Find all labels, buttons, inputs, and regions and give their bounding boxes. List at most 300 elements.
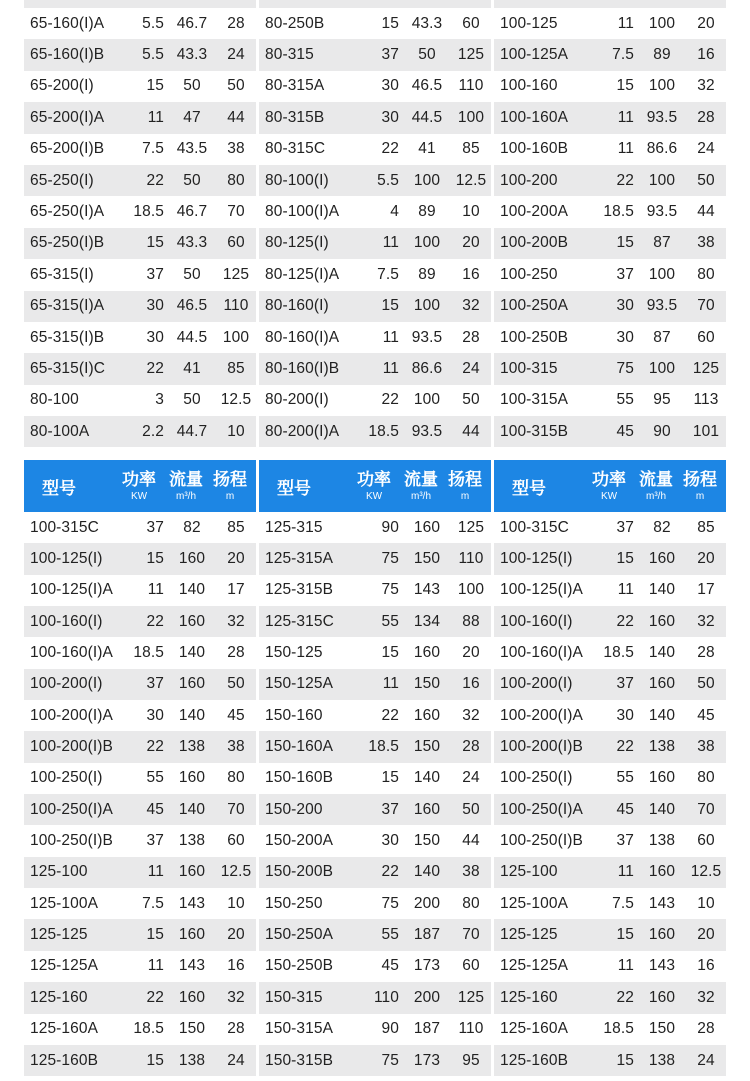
head-cell: 60 — [462, 14, 480, 32]
table-row — [494, 353, 726, 384]
table-row — [24, 102, 256, 133]
table-header — [24, 460, 256, 512]
model-cell: 125-100A — [500, 894, 569, 912]
table-row — [24, 291, 256, 322]
table-row — [259, 71, 491, 102]
power-cell: 30 — [146, 297, 164, 315]
flow-cell: 160 — [648, 863, 676, 881]
power-cell: 15 — [616, 550, 634, 568]
table-row — [259, 731, 491, 762]
table-row — [24, 731, 256, 762]
head-cell: 101 — [692, 422, 720, 440]
flow-cell: 160 — [648, 675, 676, 693]
head-cell: 70 — [227, 203, 245, 221]
power-cell: 3 — [155, 391, 164, 409]
table-row — [259, 39, 491, 70]
table-row — [24, 196, 256, 227]
model-cell: 125-125A — [30, 957, 99, 975]
table-row — [259, 1014, 491, 1045]
head-header — [445, 471, 485, 502]
table-row — [24, 512, 256, 543]
head-cell: 125 — [457, 518, 485, 536]
head-cell: 45 — [227, 706, 245, 724]
head-cell: 20 — [697, 550, 715, 568]
flow-cell: 138 — [648, 832, 676, 850]
table-row — [24, 134, 256, 165]
head-cell: 38 — [697, 234, 715, 252]
model-cell: 80-315B — [265, 108, 325, 126]
flow-cell: 50 — [183, 77, 201, 95]
model-cell: 150-315A — [265, 1020, 334, 1038]
power-cell: 15 — [146, 550, 164, 568]
head-cell: 20 — [697, 926, 715, 944]
flow-cell: 82 — [183, 518, 201, 536]
head-cell: 110 — [458, 550, 484, 568]
head-unit-label: m — [460, 490, 470, 502]
power-cell: 30 — [616, 297, 634, 315]
model-cell: 100-315B — [500, 422, 569, 440]
table-row — [259, 1045, 491, 1076]
model-cell: 100-250(I)A — [500, 800, 583, 818]
model-cell: 125-100 — [500, 863, 558, 881]
table-row — [259, 700, 491, 731]
model-cell: 100-315 — [500, 359, 558, 377]
head-cell: 28 — [462, 328, 480, 346]
model-header: 型号 — [277, 478, 311, 498]
head-header-label: 扬程 — [213, 469, 247, 489]
head-cell: 44 — [462, 832, 480, 850]
power-cell: 15 — [616, 926, 634, 944]
table-row — [494, 919, 726, 950]
model-cell: 125-160 — [500, 988, 558, 1006]
head-cell: 80 — [227, 769, 245, 787]
table-row — [259, 102, 491, 133]
flow-cell: 140 — [413, 769, 441, 787]
flow-cell: 160 — [178, 988, 206, 1006]
head-cell: 50 — [462, 391, 480, 409]
head-cell: 110 — [223, 297, 249, 315]
flow-cell: 140 — [648, 644, 676, 662]
model-cell: 125-125A — [500, 957, 569, 975]
table-row — [24, 353, 256, 384]
table-row — [494, 669, 726, 700]
table-row — [494, 385, 726, 416]
table-row — [494, 606, 726, 637]
power-cell: 55 — [381, 926, 399, 944]
table-row — [494, 8, 726, 39]
head-cell: 60 — [697, 832, 715, 850]
head-cell: 32 — [227, 612, 245, 630]
head-cell: 28 — [227, 14, 245, 32]
model-cell: 100-200B — [500, 234, 569, 252]
table-row — [259, 165, 491, 196]
head-cell: 16 — [697, 46, 715, 64]
power-cell: 37 — [616, 675, 634, 693]
flow-cell: 87 — [653, 234, 671, 252]
flow-header-label: 流量 — [169, 469, 203, 489]
table-row — [494, 291, 726, 322]
power-cell: 37 — [381, 46, 399, 64]
flow-cell: 100 — [413, 234, 441, 252]
flow-header-label: 流量 — [639, 469, 673, 489]
model-cell: 100-250A — [500, 297, 569, 315]
flow-cell: 50 — [183, 265, 201, 283]
bottom-table-2 — [259, 460, 491, 1076]
flow-cell: 86.6 — [411, 359, 443, 377]
flow-cell: 43.3 — [176, 234, 208, 252]
power-cell: 37 — [616, 265, 634, 283]
flow-cell: 150 — [413, 738, 441, 756]
head-cell: 85 — [697, 518, 715, 536]
table-row — [24, 416, 256, 447]
table-row — [494, 1045, 726, 1076]
head-cell: 10 — [227, 422, 245, 440]
model-cell: 80-100 — [30, 391, 79, 409]
power-cell: 30 — [616, 706, 634, 724]
power-cell: 18.5 — [603, 203, 634, 221]
power-cell: 11 — [382, 234, 399, 252]
model-cell: 150-160 — [265, 706, 323, 724]
top-table-2 — [259, 0, 491, 447]
table-row — [24, 919, 256, 950]
top-table-1 — [24, 0, 256, 447]
model-cell: 80-160(I)A — [265, 328, 340, 346]
head-header-label: 扬程 — [683, 469, 717, 489]
head-cell: 110 — [458, 77, 484, 95]
flow-header-label: 流量 — [404, 469, 438, 489]
head-cell: 20 — [462, 644, 480, 662]
model-cell: 125-160B — [30, 1051, 99, 1069]
power-cell: 11 — [382, 328, 399, 346]
table-row — [259, 134, 491, 165]
power-cell: 75 — [616, 359, 634, 377]
model-cell: 100-200(I)A — [30, 706, 113, 724]
head-cell: 38 — [227, 140, 245, 158]
flow-cell: 95 — [653, 391, 671, 409]
model-cell: 100-200(I) — [30, 675, 103, 693]
flow-cell: 160 — [648, 769, 676, 787]
flow-header — [397, 471, 445, 502]
table-row — [259, 857, 491, 888]
model-cell: 80-200(I)A — [265, 422, 340, 440]
model-cell: 100-250 — [500, 265, 558, 283]
model-cell: 100-160(I)A — [30, 644, 113, 662]
power-cell: 22 — [381, 140, 399, 158]
head-cell: 70 — [697, 297, 715, 315]
model-cell: 100-160B — [500, 140, 569, 158]
power-cell: 11 — [147, 581, 164, 599]
table-row — [259, 228, 491, 259]
model-cell: 80-160(I)B — [265, 359, 340, 377]
model-cell: 150-250A — [265, 926, 334, 944]
flow-cell: 138 — [178, 1051, 206, 1069]
flow-cell: 160 — [648, 988, 676, 1006]
model-cell: 100-160(I) — [30, 612, 103, 630]
power-cell: 15 — [146, 926, 164, 944]
power-cell: 22 — [616, 738, 634, 756]
top-spec-block — [24, 0, 726, 447]
bottom-spec-block — [24, 460, 726, 1076]
head-cell: 16 — [462, 675, 480, 693]
flow-cell: 160 — [178, 769, 206, 787]
model-cell: 100-160A — [500, 108, 569, 126]
bottom-table-3 — [494, 460, 726, 1076]
power-cell: 15 — [146, 1051, 164, 1069]
flow-cell: 140 — [648, 581, 676, 599]
power-cell: 55 — [616, 769, 634, 787]
flow-cell: 160 — [413, 518, 441, 536]
power-cell: 75 — [381, 1051, 399, 1069]
model-cell: 100-315A — [500, 391, 569, 409]
flow-cell: 100 — [413, 297, 441, 315]
power-cell: 22 — [146, 359, 164, 377]
head-cell: 20 — [462, 234, 480, 252]
power-cell: 30 — [146, 328, 164, 346]
power-header — [116, 471, 162, 502]
power-cell: 15 — [381, 769, 399, 787]
model-cell: 80-125(I) — [265, 234, 329, 252]
flow-cell: 150 — [413, 832, 441, 850]
power-cell: 90 — [381, 518, 399, 536]
head-cell: 10 — [227, 894, 245, 912]
flow-cell: 187 — [413, 1020, 441, 1038]
table-row — [494, 982, 726, 1013]
power-cell: 7.5 — [142, 894, 164, 912]
power-header — [351, 471, 397, 502]
table-row — [259, 669, 491, 700]
flow-cell: 160 — [178, 926, 206, 944]
head-cell: 100 — [457, 581, 485, 599]
head-cell: 28 — [227, 644, 245, 662]
model-cell: 150-160B — [265, 769, 334, 787]
head-cell: 32 — [227, 988, 245, 1006]
power-cell: 11 — [147, 863, 164, 881]
model-cell: 100-125A — [500, 46, 569, 64]
head-cell: 12.5 — [220, 863, 252, 881]
power-cell: 15 — [381, 14, 399, 32]
model-cell: 100-250B — [500, 328, 569, 346]
power-cell: 7.5 — [612, 894, 634, 912]
head-cell: 80 — [462, 894, 480, 912]
table-row — [24, 71, 256, 102]
model-cell: 125-315C — [265, 612, 334, 630]
power-cell: 11 — [617, 957, 634, 975]
head-unit-label: m — [225, 490, 235, 502]
power-cell: 37 — [146, 832, 164, 850]
table-row — [24, 825, 256, 856]
flow-cell: 90 — [653, 422, 671, 440]
table-row — [24, 951, 256, 982]
flow-unit-label: m³/h — [176, 490, 196, 502]
flow-cell: 140 — [178, 800, 206, 818]
flow-cell: 160 — [178, 550, 206, 568]
flow-cell: 82 — [653, 518, 671, 536]
table-row — [494, 416, 726, 447]
head-cell: 70 — [462, 926, 480, 944]
head-cell: 32 — [462, 706, 480, 724]
head-cell: 125 — [222, 265, 250, 283]
flow-cell: 140 — [413, 863, 441, 881]
flow-cell: 93.5 — [646, 108, 678, 126]
power-cell: 45 — [616, 422, 634, 440]
head-cell: 32 — [697, 77, 715, 95]
table-row — [259, 637, 491, 668]
flow-cell: 44.5 — [411, 108, 443, 126]
flow-cell: 140 — [648, 706, 676, 724]
head-cell: 38 — [697, 738, 715, 756]
model-header: 型号 — [512, 478, 546, 498]
model-cell: 100-160 — [500, 77, 558, 95]
table-row — [494, 102, 726, 133]
model-cell: 80-125(I)A — [265, 265, 340, 283]
power-cell: 15 — [381, 297, 399, 315]
power-cell: 55 — [616, 391, 634, 409]
power-cell: 37 — [616, 518, 634, 536]
model-cell: 100-125(I)A — [500, 581, 583, 599]
table-row — [259, 606, 491, 637]
flow-cell: 100 — [648, 171, 676, 189]
table-row — [494, 575, 726, 606]
power-cell: 4 — [390, 203, 399, 221]
table-row — [24, 39, 256, 70]
table-row — [24, 322, 256, 353]
model-cell: 65-315(I)C — [30, 359, 106, 377]
head-cell: 24 — [227, 46, 245, 64]
flow-cell: 89 — [418, 265, 436, 283]
model-cell: 125-315 — [265, 518, 323, 536]
power-header-label: 功率 — [357, 469, 391, 489]
flow-cell: 46.5 — [176, 297, 208, 315]
table-row — [494, 637, 726, 668]
head-cell: 28 — [697, 1020, 715, 1038]
table-header — [259, 460, 491, 512]
flow-unit-label: m³/h — [646, 490, 666, 502]
model-cell: 150-315 — [265, 988, 323, 1006]
model-cell: 100-200 — [500, 171, 558, 189]
head-cell: 70 — [227, 800, 245, 818]
model-cell: 80-200(I) — [265, 391, 329, 409]
flow-cell: 140 — [178, 706, 206, 724]
power-cell: 15 — [616, 1051, 634, 1069]
table-row — [259, 353, 491, 384]
table-row — [24, 606, 256, 637]
model-cell: 65-250(I)A — [30, 203, 105, 221]
model-cell: 125-160 — [30, 988, 88, 1006]
head-cell: 50 — [697, 675, 715, 693]
table-row — [24, 669, 256, 700]
model-cell: 65-160(I)A — [30, 14, 105, 32]
model-cell: 80-250B — [265, 14, 325, 32]
power-cell: 22 — [381, 863, 399, 881]
power-cell: 11 — [617, 863, 634, 881]
flow-cell: 87 — [653, 328, 671, 346]
head-cell: 28 — [697, 644, 715, 662]
table-row — [24, 700, 256, 731]
power-cell: 55 — [381, 612, 399, 630]
flow-cell: 160 — [648, 926, 676, 944]
power-cell: 30 — [381, 77, 399, 95]
power-cell: 15 — [616, 234, 634, 252]
model-cell: 65-200(I) — [30, 77, 94, 95]
head-cell: 60 — [462, 957, 480, 975]
table-row — [24, 888, 256, 919]
head-cell: 24 — [227, 1051, 245, 1069]
model-cell: 100-160(I) — [500, 612, 573, 630]
power-cell: 7.5 — [377, 265, 399, 283]
table-row — [494, 512, 726, 543]
head-cell: 28 — [227, 1020, 245, 1038]
power-cell: 15 — [146, 77, 164, 95]
head-cell: 88 — [462, 612, 480, 630]
model-cell: 125-100A — [30, 894, 99, 912]
flow-cell: 134 — [413, 612, 441, 630]
head-cell: 38 — [227, 738, 245, 756]
model-cell: 65-200(I)B — [30, 140, 105, 158]
power-cell: 18.5 — [133, 1020, 164, 1038]
head-cell: 125 — [692, 359, 720, 377]
flow-cell: 150 — [648, 1020, 676, 1038]
head-cell: 32 — [697, 612, 715, 630]
table-row — [259, 982, 491, 1013]
power-cell: 75 — [381, 894, 399, 912]
table-row — [24, 794, 256, 825]
head-cell: 60 — [697, 328, 715, 346]
power-header-label: 功率 — [122, 469, 156, 489]
head-cell: 17 — [697, 581, 715, 599]
flow-cell: 138 — [648, 738, 676, 756]
model-cell: 65-200(I)A — [30, 108, 105, 126]
power-cell: 37 — [146, 675, 164, 693]
head-cell: 16 — [227, 957, 245, 975]
table-row — [259, 196, 491, 227]
power-cell: 18.5 — [603, 1020, 634, 1038]
flow-cell: 47 — [183, 108, 201, 126]
flow-cell: 150 — [413, 675, 441, 693]
model-cell: 100-125(I) — [500, 550, 573, 568]
head-cell: 28 — [462, 738, 480, 756]
table-row — [259, 543, 491, 574]
power-cell: 18.5 — [368, 422, 399, 440]
power-cell: 15 — [146, 234, 164, 252]
power-cell: 37 — [146, 265, 164, 283]
head-cell: 45 — [697, 706, 715, 724]
power-cell: 11 — [382, 675, 399, 693]
flow-cell: 160 — [178, 863, 206, 881]
model-cell: 80-315 — [265, 46, 314, 64]
power-unit-label: KW — [130, 490, 148, 502]
power-cell: 45 — [146, 800, 164, 818]
head-cell: 70 — [697, 800, 715, 818]
table-row — [259, 919, 491, 950]
model-cell: 100-200(I)A — [500, 706, 583, 724]
model-cell: 80-160(I) — [265, 297, 329, 315]
table-row — [24, 637, 256, 668]
head-cell: 10 — [697, 894, 715, 912]
table-row — [494, 1014, 726, 1045]
flow-cell: 41 — [183, 359, 201, 377]
model-header: 型号 — [42, 478, 76, 498]
model-cell: 125-160B — [500, 1051, 569, 1069]
flow-cell: 89 — [653, 46, 671, 64]
head-cell: 24 — [697, 1051, 715, 1069]
table-row — [24, 982, 256, 1013]
head-header — [680, 471, 720, 502]
flow-cell: 140 — [178, 581, 206, 599]
power-cell: 15 — [616, 77, 634, 95]
power-cell: 22 — [381, 391, 399, 409]
model-cell: 100-200A — [500, 203, 569, 221]
model-cell: 150-200 — [265, 800, 323, 818]
